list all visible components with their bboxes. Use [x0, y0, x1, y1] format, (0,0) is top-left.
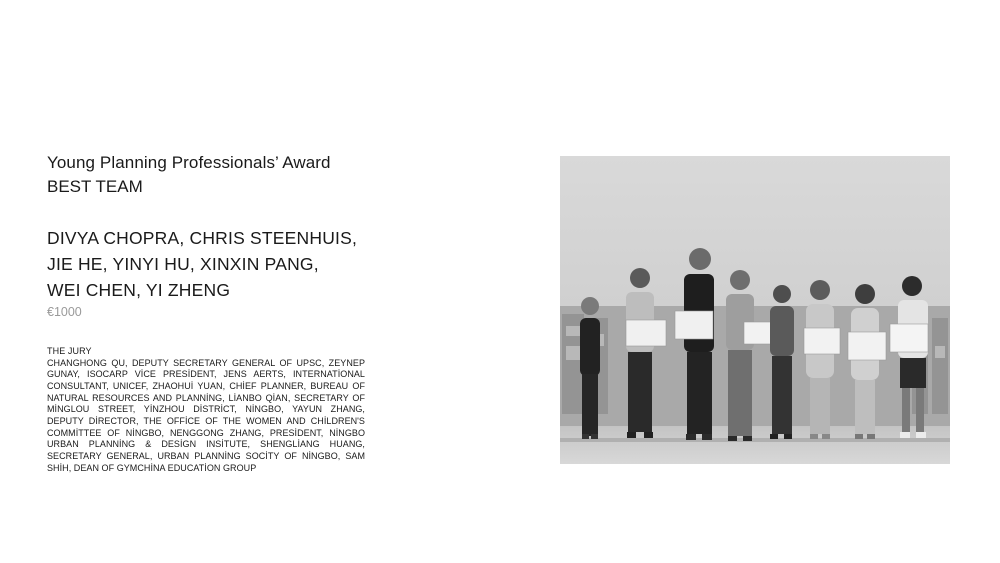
- team-photo: [560, 156, 950, 464]
- team-photo-icon: [560, 156, 950, 464]
- winner-line-2: JIE HE, YINYI HU, XINXIN PANG,: [47, 254, 319, 274]
- prize-amount: €1000: [47, 305, 82, 319]
- award-text-block: [47, 152, 365, 475]
- award-category: BEST TEAM: [47, 177, 143, 196]
- winner-line-3: WEI CHEN, YI ZHENG: [47, 280, 231, 300]
- winner-line-1: DIVYA CHOPRA, CHRIS STEENHUIS,: [47, 228, 358, 248]
- jury-members: CHANGHONG QU, DEPUTY SECRETARY GENERAL OF UPSC, ZEYNEP GUNAY, ISOCARP VİCE PRESİDENT, JENS AERTS, INTERNATİONAL CONSULTANT, UNICEF, ZHAOHUİ YUAN, CHİEF PLANNER, BUREAU OF NATURAL RESOURCES AND PLANNİNG, LİANBO QİAN, SECRETARY OF MİNGLOU STREET, YİNZHOU DİSTRİCT, NİNGBO, YAYUN ZHANG, DEPUTY DİRECTOR, THE OFFİCE OF THE WOMEN AND CHİLDREN'S COMMİTTEE OF NİNGBO, NENGGONG ZHANG, PRESİDENT, NİNGBO URBAN PLANNİNG & DESİGN INSİTUTE, SHENGLİANG HUANG, SECRETARY GENERAL, URBAN PLANNİNG SOCİTY OF NİNGBO, SAM SHİH, DEAN OF GYMCHİNA EDUCATİON GROUP: [47, 357, 365, 473]
- jury-heading: THE JURY: [47, 346, 92, 356]
- award-title: Young Planning Professionals’ Award: [47, 153, 331, 172]
- winner-names: [47, 225, 365, 303]
